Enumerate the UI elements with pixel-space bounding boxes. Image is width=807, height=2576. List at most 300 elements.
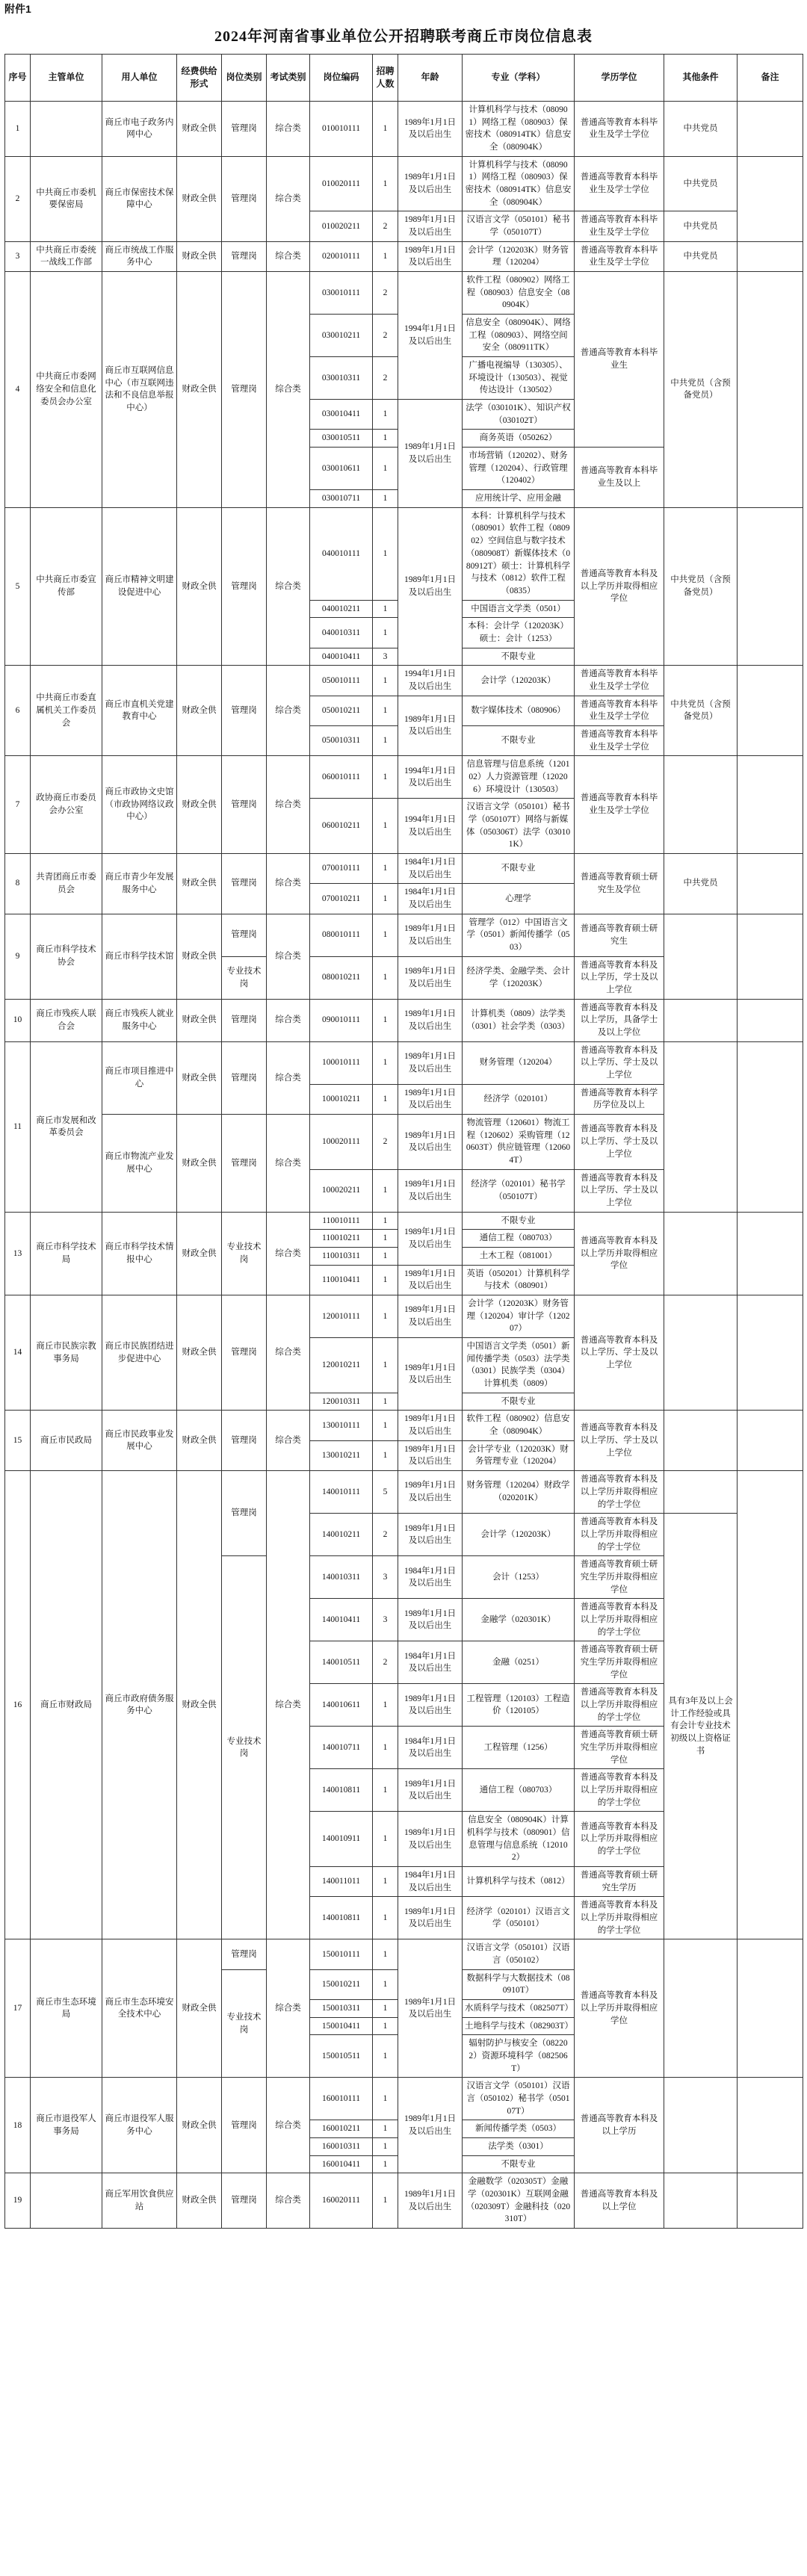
major-cell: 土地科学与技术（082903T）	[463, 2017, 575, 2035]
category-cell: 管理岗	[222, 756, 267, 854]
count-cell: 1	[373, 400, 398, 430]
major-cell: 水质科学与技术（082507T）	[463, 2000, 575, 2018]
job-table	[4, 54, 803, 2229]
department-cell: 中共商丘市委宣传部	[31, 507, 102, 665]
exam-cell: 综合类	[267, 853, 310, 914]
unit-cell: 商丘市直机关党建教育中心	[102, 666, 177, 756]
code-cell: 100010111	[310, 1041, 373, 1084]
fund-cell: 财政全供	[177, 1939, 222, 2078]
category-cell: 专业技术岗	[222, 1556, 267, 1939]
major-cell: 财务管理（120204）	[463, 1041, 575, 1084]
serial-cell: 9	[5, 914, 31, 999]
age-cell: 1989年1月1日及以后出生	[398, 914, 463, 956]
note-cell	[738, 1471, 803, 1939]
code-cell: 120010111	[310, 1295, 373, 1338]
other-cell: 中共党员（含预备党员）	[664, 272, 738, 508]
exam-cell: 综合类	[267, 2173, 310, 2229]
unit-cell: 商丘市项目推进中心	[102, 1041, 177, 1114]
fund-cell: 财政全供	[177, 666, 222, 756]
department-cell: 商丘市发展和改革委员会	[31, 1041, 102, 1212]
major-cell: 经济学（020101）汉语言文学（050101）	[463, 1897, 575, 1939]
age-cell: 1989年1月1日及以后出生	[398, 956, 463, 999]
count-cell: 1	[373, 1393, 398, 1411]
count-cell: 1	[373, 1041, 398, 1084]
department-cell	[31, 102, 102, 157]
major-cell: 市场营销（120202）、财务管理（120204）、行政管理（120402）	[463, 448, 575, 490]
major-cell: 数字媒体技术（080906）	[463, 696, 575, 725]
count-cell: 2	[373, 211, 398, 241]
code-cell: 040010411	[310, 648, 373, 666]
count-cell: 1	[373, 1866, 398, 1896]
code-cell: 030010211	[310, 315, 373, 357]
other-cell: 中共党员	[664, 241, 738, 271]
table-row	[5, 914, 803, 956]
age-cell: 1989年1月1日及以后出生	[398, 1084, 463, 1114]
age-cell: 1989年1月1日及以后出生	[398, 1169, 463, 1212]
major-cell: 计算机科学与技术（080901）网络工程（080903）保密技术（080914TK）信息安全（080904K）	[463, 156, 575, 211]
count-cell: 1	[373, 696, 398, 725]
exam-cell: 综合类	[267, 1212, 310, 1295]
major-cell: 会计（1253）	[463, 1556, 575, 1599]
major-cell: 信息安全（080904K）、网络工程（080903）、网络空间安全（080911TK）	[463, 315, 575, 357]
fund-cell: 财政全供	[177, 1212, 222, 1295]
code-cell: 060010211	[310, 799, 373, 854]
education-cell: 普通高等教育本科毕业生及学士学位	[575, 725, 664, 755]
education-cell: 普通高等教育本科及以上学历并取得相应学位	[575, 1212, 664, 1295]
code-cell: 140010611	[310, 1684, 373, 1727]
code-cell: 110010311	[310, 1248, 373, 1266]
education-cell: 普通高等教育本科学历学位及以上	[575, 1084, 664, 1114]
category-cell: 管理岗	[222, 1471, 267, 1556]
education-cell: 普通高等教育本科毕业生及学士学位	[575, 696, 664, 725]
major-cell: 本科：会计学（120203K）硕士：会计（1253）	[463, 618, 575, 648]
code-cell: 140010711	[310, 1727, 373, 1769]
major-cell: 辐射防护与核安全（082202）资源环境科学（082506T）	[463, 2035, 575, 2078]
count-cell: 1	[373, 853, 398, 883]
count-cell: 1	[373, 999, 398, 1041]
age-cell: 1989年1月1日及以后出生	[398, 1897, 463, 1939]
other-cell	[664, 2173, 738, 2229]
exam-cell: 综合类	[267, 241, 310, 271]
fund-cell: 财政全供	[177, 1115, 222, 1213]
category-cell: 专业技术岗	[222, 1212, 267, 1295]
unit-cell: 商丘军用饮食供应站	[102, 2173, 177, 2229]
category-cell: 管理岗	[222, 1411, 267, 1471]
count-cell: 5	[373, 1471, 398, 1514]
count-cell: 1	[373, 1230, 398, 1248]
major-cell: 英语（050201）计算机科学与技术（080901）	[463, 1265, 575, 1295]
code-cell: 140011011	[310, 1866, 373, 1896]
major-cell: 不限专业	[463, 1393, 575, 1411]
table-row	[5, 102, 803, 157]
category-cell: 管理岗	[222, 1939, 267, 1969]
note-cell	[738, 1411, 803, 1471]
unit-cell: 商丘市残疾人就业服务中心	[102, 999, 177, 1041]
count-cell: 1	[373, 1265, 398, 1295]
other-cell	[664, 914, 738, 999]
other-cell: 中共党员（含预备党员）	[664, 507, 738, 665]
count-cell: 1	[373, 1411, 398, 1440]
unit-cell: 商丘市电子政务内网中心	[102, 102, 177, 157]
category-cell: 管理岗	[222, 914, 267, 956]
count-cell: 1	[373, 956, 398, 999]
education-cell: 普通高等教育本科毕业生及以上	[575, 448, 664, 508]
fund-cell: 财政全供	[177, 272, 222, 508]
department-cell: 商丘市科学技术协会	[31, 914, 102, 999]
header-cell: 备注	[738, 55, 803, 102]
code-cell: 110010411	[310, 1265, 373, 1295]
age-cell: 1984年1月1日及以后出生	[398, 1727, 463, 1769]
count-cell: 1	[373, 600, 398, 618]
code-cell: 160010111	[310, 2078, 373, 2120]
category-cell: 管理岗	[222, 102, 267, 157]
serial-cell: 1	[5, 102, 31, 157]
serial-cell: 11	[5, 1041, 31, 1212]
exam-cell: 综合类	[267, 756, 310, 854]
education-cell: 普通高等教育硕士研究生学历	[575, 1866, 664, 1896]
exam-cell: 综合类	[267, 1041, 310, 1114]
code-cell: 150010511	[310, 2035, 373, 2078]
education-cell: 普通高等教育硕士研究生	[575, 914, 664, 956]
other-cell	[664, 1041, 738, 1212]
major-cell: 会计学（120203K）	[463, 1514, 575, 1556]
serial-cell: 18	[5, 2078, 31, 2173]
fund-cell: 财政全供	[177, 1411, 222, 1471]
header-cell: 招聘人数	[373, 55, 398, 102]
count-cell: 1	[373, 618, 398, 648]
count-cell: 2	[373, 357, 398, 400]
count-cell: 1	[373, 1338, 398, 1393]
count-cell: 1	[373, 2035, 398, 2078]
major-cell: 法学（030101K）、知识产权（030102T）	[463, 400, 575, 430]
code-cell: 130010111	[310, 1411, 373, 1440]
major-cell: 新闻传播学类（0503）	[463, 2120, 575, 2138]
note-cell	[738, 914, 803, 999]
count-cell: 2	[373, 1514, 398, 1556]
count-cell: 1	[373, 2000, 398, 2018]
exam-cell: 综合类	[267, 1295, 310, 1411]
code-cell: 140010911	[310, 1812, 373, 1867]
major-cell: 会计学（120203K）财务管理（120204）审计学（120207）	[463, 1295, 575, 1338]
note-cell	[738, 102, 803, 157]
code-cell: 150010411	[310, 2017, 373, 2035]
education-cell: 普通高等教育本科及以上学历并取得相应的学士学位	[575, 1599, 664, 1641]
other-cell	[664, 999, 738, 1041]
exam-cell: 综合类	[267, 1939, 310, 2078]
department-cell: 商丘市生态环境局	[31, 1939, 102, 2078]
major-cell: 工程管理（1256）	[463, 1727, 575, 1769]
department-cell: 商丘市财政局	[31, 1471, 102, 1939]
education-cell: 普通高等教育本科毕业生及学士学位	[575, 666, 664, 696]
code-cell: 030010411	[310, 400, 373, 430]
exam-cell: 综合类	[267, 1411, 310, 1471]
exam-cell: 综合类	[267, 666, 310, 756]
category-cell: 管理岗	[222, 1115, 267, 1213]
education-cell: 普通高等教育本科毕业生及学士学位	[575, 211, 664, 241]
major-cell: 计算机科学与技术（080901）网络工程（080903）保密技术（080914TK）信息安全（080904K）	[463, 102, 575, 157]
note-cell	[738, 272, 803, 508]
unit-cell: 商丘市生态环境安全技术中心	[102, 1939, 177, 2078]
code-cell: 150010111	[310, 1939, 373, 1969]
code-cell: 030010611	[310, 448, 373, 490]
category-cell: 管理岗	[222, 1295, 267, 1411]
note-cell	[738, 2173, 803, 2229]
education-cell: 普通高等教育硕士研究生学历并取得相应学位	[575, 1727, 664, 1769]
department-cell: 政协商丘市委员会办公室	[31, 756, 102, 854]
major-cell: 汉语言文学（050101）秘书学（050107T）	[463, 211, 575, 241]
table-row	[5, 1939, 803, 1969]
count-cell: 1	[373, 1727, 398, 1769]
education-cell: 普通高等教育本科毕业生及学士学位	[575, 156, 664, 211]
major-cell: 汉语言文学（050101）秘书学（050107T）网络与新媒体（050306T）法学（030101K）	[463, 799, 575, 854]
fund-cell: 财政全供	[177, 914, 222, 999]
count-cell: 1	[373, 2078, 398, 2120]
age-cell: 1989年1月1日及以后出生	[398, 1041, 463, 1084]
category-cell: 管理岗	[222, 156, 267, 241]
count-cell: 1	[373, 156, 398, 211]
code-cell: 030010511	[310, 430, 373, 448]
table-row	[5, 666, 803, 696]
age-cell: 1989年1月1日及以后出生	[398, 1812, 463, 1867]
other-cell: 中共党员	[664, 853, 738, 914]
code-cell: 140010411	[310, 1599, 373, 1641]
major-cell: 不限专业	[463, 725, 575, 755]
other-cell: 中共党员	[664, 156, 738, 211]
fund-cell: 财政全供	[177, 2173, 222, 2229]
fund-cell: 财政全供	[177, 1041, 222, 1114]
exam-cell: 综合类	[267, 102, 310, 157]
category-cell: 管理岗	[222, 272, 267, 508]
education-cell: 普通高等教育本科及以上学历，学士及以上学位	[575, 956, 664, 999]
other-cell	[664, 2078, 738, 2173]
count-cell: 2	[373, 315, 398, 357]
code-cell: 100020111	[310, 1115, 373, 1170]
serial-cell: 13	[5, 1212, 31, 1295]
count-cell: 1	[373, 914, 398, 956]
code-cell: 110010211	[310, 1230, 373, 1248]
code-cell: 030010111	[310, 272, 373, 315]
serial-cell: 15	[5, 1411, 31, 1471]
unit-cell: 商丘市物流产业发展中心	[102, 1115, 177, 1213]
major-cell: 应用统计学、应用金融	[463, 490, 575, 508]
major-cell: 金融（0251）	[463, 1641, 575, 1684]
code-cell: 140010811	[310, 1769, 373, 1812]
note-cell	[738, 1939, 803, 2078]
major-cell: 法学类（0301）	[463, 2138, 575, 2156]
serial-cell: 4	[5, 272, 31, 508]
count-cell: 1	[373, 430, 398, 448]
major-cell: 不限专业	[463, 2155, 575, 2173]
fund-cell: 财政全供	[177, 756, 222, 854]
code-cell: 050010311	[310, 725, 373, 755]
other-cell	[664, 1939, 738, 2078]
table-row	[5, 756, 803, 799]
major-cell: 金融数学（020305T）金融学（020301K）互联网金融（020309T）金融科技（020310T）	[463, 2173, 575, 2229]
age-cell: 1994年1月1日及以后出生	[398, 272, 463, 400]
age-cell: 1984年1月1日及以后出生	[398, 853, 463, 883]
code-cell: 140010311	[310, 1556, 373, 1599]
other-cell: 中共党员	[664, 102, 738, 157]
major-cell: 通信工程（080703）	[463, 1230, 575, 1248]
header-cell: 主管单位	[31, 55, 102, 102]
table-row	[5, 1212, 803, 1230]
table-row	[5, 241, 803, 271]
count-cell: 1	[373, 1169, 398, 1212]
major-cell: 经济学（020101）秘书学（050107T）	[463, 1169, 575, 1212]
count-cell: 1	[373, 1212, 398, 1230]
code-cell: 100010211	[310, 1084, 373, 1114]
code-cell: 140010511	[310, 1641, 373, 1684]
serial-cell: 7	[5, 756, 31, 854]
unit-cell: 商丘市政协文史馆（市政协网络议政中心）	[102, 756, 177, 854]
count-cell: 1	[373, 799, 398, 854]
education-cell: 普通高等教育本科毕业生及学士学位	[575, 756, 664, 854]
code-cell: 120010311	[310, 1393, 373, 1411]
count-cell: 1	[373, 2155, 398, 2173]
code-cell: 130010211	[310, 1440, 373, 1470]
fund-cell: 财政全供	[177, 241, 222, 271]
major-cell: 工程管理（120103）工程造价（120105）	[463, 1684, 575, 1727]
education-cell: 普通高等教育硕士研究生学历并取得相应学位	[575, 1556, 664, 1599]
category-cell: 专业技术岗	[222, 956, 267, 999]
fund-cell: 财政全供	[177, 853, 222, 914]
major-cell: 数据科学与大数据技术（080910T）	[463, 1969, 575, 1999]
count-cell: 1	[373, 1812, 398, 1867]
note-cell	[738, 853, 803, 914]
major-cell: 经济学类、金融学类、会计学（120203K）	[463, 956, 575, 999]
education-cell: 普通高等教育本科及以上学历并取得相应的学士学位	[575, 1812, 664, 1867]
fund-cell: 财政全供	[177, 507, 222, 665]
category-cell: 专业技术岗	[222, 1969, 267, 2078]
education-cell: 普通高等教育本科及以上学历，具备学士及以上学位	[575, 999, 664, 1041]
age-cell: 1989年1月1日及以后出生	[398, 156, 463, 211]
note-cell	[738, 507, 803, 665]
page-title: 2024年河南省事业单位公开招聘联考商丘市岗位信息表	[214, 28, 593, 45]
code-cell: 070010211	[310, 884, 373, 914]
major-cell: 不限专业	[463, 1212, 575, 1230]
major-cell: 土木工程（081001）	[463, 1248, 575, 1266]
education-cell: 普通高等教育本科毕业生及学士学位	[575, 241, 664, 271]
unit-cell: 商丘市精神文明建设促进中心	[102, 507, 177, 665]
count-cell: 1	[373, 756, 398, 799]
code-cell: 060010111	[310, 756, 373, 799]
category-cell: 管理岗	[222, 1041, 267, 1114]
department-cell: 中共商丘市委网络安全和信息化委员会办公室	[31, 272, 102, 508]
count-cell: 1	[373, 102, 398, 157]
other-cell	[664, 1212, 738, 1295]
major-cell: 汉语言文学（050101）汉语言（050102）秘书学（050107T）	[463, 2078, 575, 2120]
count-cell: 1	[373, 1084, 398, 1114]
age-cell: 1989年1月1日及以后出生	[398, 400, 463, 508]
major-cell: 物流管理（120601）物流工程（120602）采购管理（120603T）供应链管理（120604T）	[463, 1115, 575, 1170]
education-cell: 普通高等教育本科毕业生	[575, 272, 664, 448]
other-cell	[664, 756, 738, 854]
age-cell: 1989年1月1日及以后出生	[398, 241, 463, 271]
count-cell: 1	[373, 1684, 398, 1727]
age-cell: 1989年1月1日及以后出生	[398, 1514, 463, 1556]
department-cell: 商丘市民政局	[31, 1411, 102, 1471]
code-cell: 080010111	[310, 914, 373, 956]
table-row	[5, 2078, 803, 2120]
exam-cell: 综合类	[267, 507, 310, 665]
count-cell: 1	[373, 1248, 398, 1266]
department-cell	[31, 2173, 102, 2229]
exam-cell: 综合类	[267, 914, 310, 999]
code-cell: 040010311	[310, 618, 373, 648]
age-cell: 1994年1月1日及以后出生	[398, 799, 463, 854]
note-cell	[738, 241, 803, 271]
code-cell: 140010811	[310, 1897, 373, 1939]
age-cell: 1989年1月1日及以后出生	[398, 1115, 463, 1170]
age-cell: 1989年1月1日及以后出生	[398, 1212, 463, 1265]
note-cell	[738, 2078, 803, 2173]
header-cell: 学历学位	[575, 55, 664, 102]
age-cell: 1989年1月1日及以后出生	[398, 1599, 463, 1641]
department-cell: 共青团商丘市委员会	[31, 853, 102, 914]
count-cell: 2	[373, 1115, 398, 1170]
unit-cell: 商丘市科学技术馆	[102, 914, 177, 999]
major-cell: 心理学	[463, 884, 575, 914]
major-cell: 汉语言文学（050101）汉语言（050102）	[463, 1939, 575, 1969]
count-cell: 2	[373, 272, 398, 315]
header-cell: 经费供给形式	[177, 55, 222, 102]
table-row	[5, 1041, 803, 1084]
header-cell: 专业（学科）	[463, 55, 575, 102]
fund-cell: 财政全供	[177, 999, 222, 1041]
header-cell: 其他条件	[664, 55, 738, 102]
age-cell: 1989年1月1日及以后出生	[398, 1265, 463, 1295]
exam-cell: 综合类	[267, 1471, 310, 1939]
category-cell: 管理岗	[222, 507, 267, 665]
note-cell	[738, 1212, 803, 1295]
header-cell: 用人单位	[102, 55, 177, 102]
age-cell: 1984年1月1日及以后出生	[398, 1641, 463, 1684]
fund-cell: 财政全供	[177, 1295, 222, 1411]
age-cell: 1984年1月1日及以后出生	[398, 884, 463, 914]
count-cell: 3	[373, 1556, 398, 1599]
other-cell: 中共党员（含预备党员）	[664, 666, 738, 756]
serial-cell: 8	[5, 853, 31, 914]
table-body	[5, 102, 803, 2229]
major-cell: 计算机科学与技术（0812）	[463, 1866, 575, 1896]
major-cell: 中国语言文学类（0501）	[463, 600, 575, 618]
count-cell: 1	[373, 507, 398, 600]
table-row	[5, 999, 803, 1041]
education-cell: 普通高等教育本科及以上学历并取得相应的学士学位	[575, 1769, 664, 1812]
category-cell: 管理岗	[222, 666, 267, 756]
unit-cell: 商丘市民族团结进步促进中心	[102, 1295, 177, 1411]
header-cell: 考试类别	[267, 55, 310, 102]
education-cell: 普通高等教育本科及以上学历、学士及以上学位	[575, 1115, 664, 1170]
age-cell: 1989年1月1日及以后出生	[398, 1939, 463, 2078]
unit-cell: 商丘市青少年发展服务中心	[102, 853, 177, 914]
education-cell: 普通高等教育本科及以上学历并取得相应的学士学位	[575, 1684, 664, 1727]
count-cell: 1	[373, 2138, 398, 2156]
job-table-wrapper	[4, 54, 803, 2229]
count-cell: 1	[373, 490, 398, 508]
attachment-label: 附件1	[4, 3, 31, 15]
code-cell: 090010111	[310, 999, 373, 1041]
exam-cell: 综合类	[267, 156, 310, 241]
major-cell: 本科：计算机科学与技术（080901）软件工程（080902）空间信息与数字技术（080908T）新媒体技术（080912T）硕士：计算机科学与技术（0812）软件工程（0835）	[463, 507, 575, 600]
other-cell: 具有3年及以上会计工作经验或具有会计专业技术初级以上资格证书	[664, 1514, 738, 1939]
major-cell: 软件工程（080902）网络工程（080903）信息安全（080904K）	[463, 272, 575, 315]
age-cell: 1989年1月1日及以后出生	[398, 1295, 463, 1338]
category-cell: 管理岗	[222, 2078, 267, 2173]
age-cell: 1989年1月1日及以后出生	[398, 2173, 463, 2229]
department-cell: 商丘市科学技术局	[31, 1212, 102, 1295]
serial-cell: 17	[5, 1939, 31, 2078]
